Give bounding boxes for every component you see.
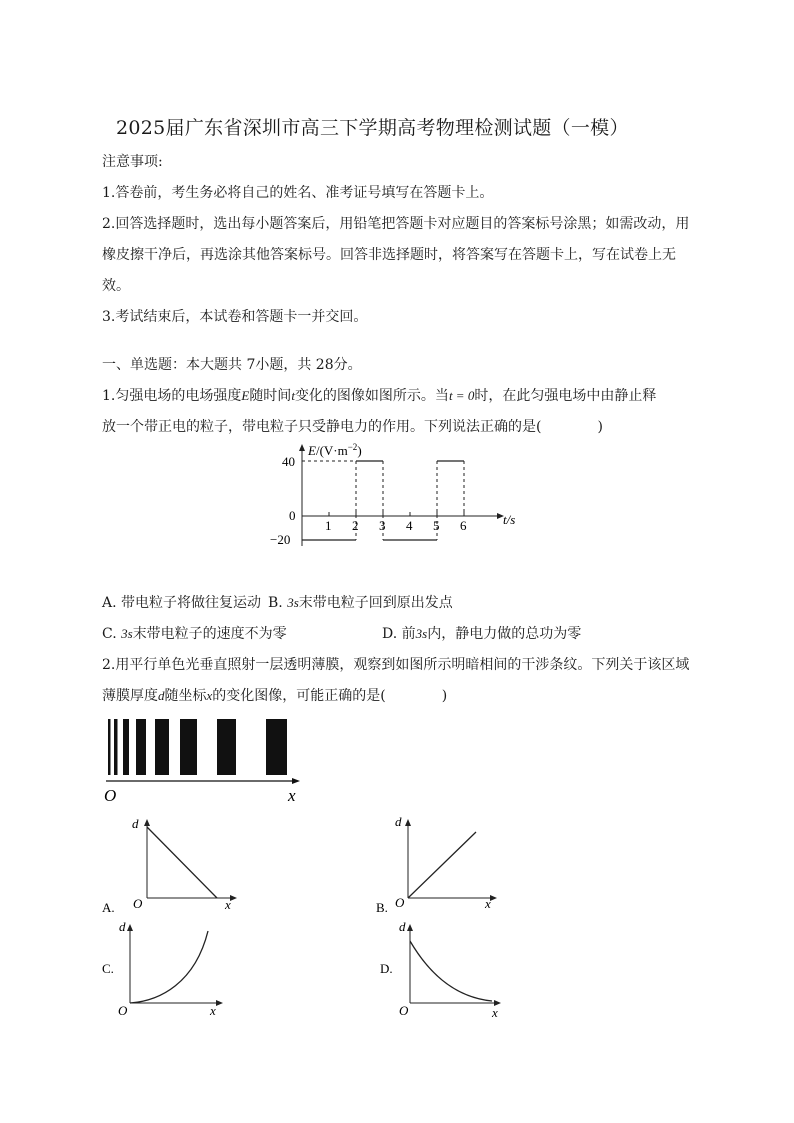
origin-label: O <box>395 895 405 910</box>
fringe-x-label: x <box>288 786 296 805</box>
decreasing-line <box>147 827 217 898</box>
y-label-d: d <box>399 919 406 934</box>
concave-up-curve <box>130 931 208 1003</box>
origin-label: O <box>118 1003 128 1018</box>
x-label: x <box>492 1005 498 1020</box>
x-tick-1: 1 <box>325 518 332 533</box>
x-tick-5: 5 <box>433 518 440 533</box>
q2-option-b-graph <box>372 812 522 917</box>
y-label-d: d <box>395 814 402 829</box>
y-tick-minus-20: −20 <box>270 532 291 547</box>
q2-stem-line-2: 薄膜厚度d随坐标x的变化图像，可能正确的是( ) <box>102 688 448 704</box>
q1-option-c: C. 3s末带电粒子的速度不为零 <box>102 626 287 642</box>
y-label-d: d <box>132 816 139 831</box>
y-axis-arrow <box>299 444 305 451</box>
q2-option-c-letter: C. <box>102 961 114 976</box>
var-E: E <box>241 388 250 403</box>
y-tick-0: 0 <box>289 508 296 523</box>
fringe-origin: O <box>104 786 117 805</box>
q1-option-d: D. 前3s内，静电力做的总功为零 <box>382 626 582 642</box>
fringe-bands <box>108 719 287 775</box>
notice-item-3: 3.考试结束后，本试卷和答题卡一并交回。 <box>102 309 368 325</box>
notice-item-2-line-2: 橡皮擦干净后，再选涂其他答案标号。回答非选择题时，将答案写在答题卡上，写在试卷上无 <box>102 247 676 263</box>
notice-item-2-line-1: 2.回答选择题时，选出每小题答案后，用铅笔把答题卡对应题目的答案标号涂黑；如需改动，用 <box>102 216 690 232</box>
var-t: t <box>291 388 295 403</box>
q1-stem-line-1: 1.匀强电场的电场强度E随时间t变化的图像如图所示。当t = 0时，在此匀强电场中由静止释 <box>102 388 657 404</box>
q1-option-a: A. 带电粒子将做往复运动 <box>102 595 262 611</box>
x-tick-4: 4 <box>406 518 413 533</box>
origin-label: O <box>133 896 143 911</box>
q2-option-c-graph <box>100 915 250 1020</box>
fringe-figure <box>100 715 310 805</box>
var-x: x <box>206 688 213 703</box>
y-axis-unit: /(V·m <box>315 443 348 458</box>
y-tick-40: 40 <box>282 454 295 469</box>
decaying-curve <box>410 941 492 1001</box>
page-title: 2025届广东省深圳市高三下学期高考物理检测试题（一模） <box>116 117 629 139</box>
x-tick-6: 6 <box>460 518 467 533</box>
x-tick-3: 3 <box>379 518 386 533</box>
q2-option-a-letter: A. <box>102 900 115 915</box>
x-axis-label: t/s <box>503 512 516 527</box>
notice-item-1: 1.答卷前，考生务必将自己的姓名、准考证号填写在答题卡上。 <box>102 185 494 201</box>
q2-option-d-letter: D. <box>380 961 393 976</box>
q1-stem-line-2: 放一个带正电的粒子，带电粒子只受静电力的作用。下列说法正确的是( ) <box>102 419 603 435</box>
increasing-line <box>408 832 476 898</box>
origin-label: O <box>399 1003 409 1018</box>
q2-option-d-graph <box>372 915 522 1020</box>
q2-option-b-letter: B. <box>376 900 388 915</box>
x-label: x <box>225 897 231 912</box>
x-tick-2: 2 <box>352 518 359 533</box>
t-equals-zero: t = 0 <box>448 388 475 403</box>
x-label: x <box>210 1003 216 1018</box>
q2-stem-line-1: 2.用平行单色光垂直照射一层透明薄膜，观察到如图所示明暗相间的干涉条纹。下列关于该区域 <box>102 657 690 673</box>
q2-option-a-graph <box>100 812 250 917</box>
y-axis-label: $E/(V\cdot m^{-2})$ <box>308 442 362 458</box>
q1-field-graph <box>262 440 532 555</box>
notice-heading: 注意事项: <box>102 154 163 170</box>
x-label: x <box>485 896 491 911</box>
fringe-axis-arrow <box>292 778 300 784</box>
var-d: d <box>158 688 165 703</box>
notice-item-2-line-3: 效。 <box>102 278 130 294</box>
section-heading: 一、单选题：本大题共 7小题，共 28分。 <box>102 357 362 373</box>
y-label-d: d <box>119 919 126 934</box>
q1-option-b: B. 3s末带电粒子回到原出发点 <box>268 595 453 611</box>
